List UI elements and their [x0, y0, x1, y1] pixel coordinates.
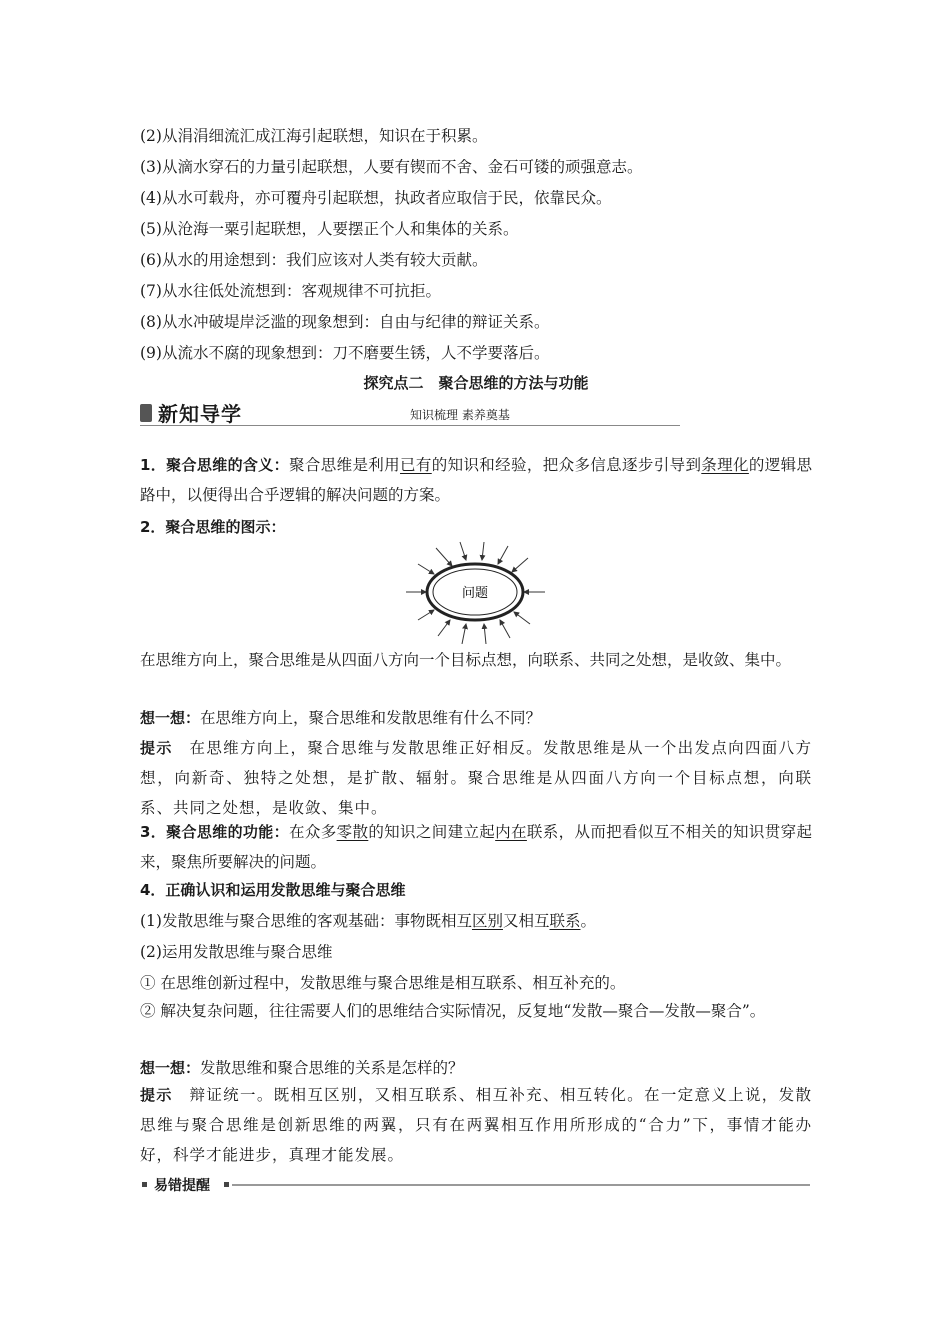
list-item: (5)从沧海一粟引起联想，人要摆正个人和集体的关系。 [140, 220, 519, 238]
bullet-square-icon [224, 1182, 229, 1187]
section-header-title: 新知导学 [158, 402, 242, 426]
section-header-subtitle: 知识梳理 素养奠基 [410, 408, 510, 422]
item-1-blank-2: 条理化 [701, 456, 749, 474]
item-4-heading [140, 880, 812, 900]
item-4-blank-2: 联系 [549, 912, 581, 930]
question-1-text: 在思维方向上，聚合思维和发散思维有什么不同？ [200, 709, 542, 727]
hint-1-text: 在思维方向上，聚合思维与发散思维正好相反。发散思维是从一个出发点向四面八方想，向新奇、独特之处想，是扩散、辐射。聚合思维是从四面八方向一个目标点想，向联系、共同之处想，是收敛、集中。 [140, 739, 812, 817]
item-3-function [140, 817, 812, 877]
hint-1-label: 提示 [140, 739, 173, 757]
item-1-text: 聚合思维是利用 [289, 456, 401, 474]
item-3-label: 3．聚合思维的功能： [140, 823, 290, 841]
item-3-text: 联系，从而把看似互不相关的知识贯穿起来，聚焦所要解决的问题。 [140, 823, 812, 871]
item-4-circle-1: ① 在思维创新过程中，发散思维与聚合思维是相互联系、相互补充的。 [140, 974, 626, 992]
question-2 [140, 1058, 812, 1078]
diagram-description: 在思维方向上，聚合思维是从四面八方向一个目标点想，向联系、共同之处想，是收敛、集中。 [140, 651, 792, 669]
item-1-label: 1．聚合思维的含义： [140, 456, 290, 474]
item-4-label: 4．正确认识和运用发散思维与聚合思维 [140, 881, 406, 899]
item-4-text: 。 [580, 912, 597, 930]
item-2-label-line [140, 517, 812, 537]
list-item: (7)从水往低处流想到：客观规律不可抗拒。 [140, 282, 441, 300]
error-reminder-title: 易错提醒 [154, 1178, 210, 1194]
hint-2 [140, 1080, 812, 1170]
hint-1 [140, 733, 812, 823]
item-4-point-2: (2)运用发散思维与聚合思维 [140, 943, 333, 961]
list-item: (3)从滴水穿石的力量引起联想，人要有锲而不舍、金石可镂的顽强意志。 [140, 158, 643, 176]
hint-2-text: 辩证统一。既相互区别，又相互联系、相互补充、相互转化。在一定意义上说，发散思维与聚合思维是创新思维的两翼，只有在两翼相互作用所形成的“合力”下，事情才能办好，科学才能进步，真理才能发展。 [140, 1086, 812, 1164]
item-3-text: 在众多 [289, 823, 337, 841]
bullet-square-icon [142, 1182, 147, 1187]
error-reminder-bar [140, 1175, 812, 1195]
header-marker-icon [140, 404, 152, 422]
item-4-point-1 [140, 911, 812, 931]
question-1-label: 想一想： [140, 709, 201, 727]
item-1-text: 的知识和经验，把众多信息逐步引导到 [431, 456, 702, 474]
list-item: (6)从水的用途想到：我们应该对人类有较大贡献。 [140, 251, 488, 269]
item-4-text: 又相互 [502, 912, 550, 930]
convergent-thinking-diagram [400, 540, 550, 644]
item-1-blank-1: 已有 [400, 456, 432, 474]
diagram-center-label: 问题 [461, 586, 489, 601]
item-3-text: 的知识之间建立起 [368, 823, 496, 841]
item-2-label: 2．聚合思维的图示： [140, 518, 286, 536]
divider [140, 425, 680, 426]
item-4-blank-1: 区别 [471, 912, 503, 930]
item-1-meaning [140, 450, 812, 510]
item-4-text: (1)发散思维与聚合思维的客观基础：事物既相互 [140, 912, 472, 930]
question-2-label: 想一想： [140, 1059, 201, 1077]
item-1-text: 的逻辑思路中，以便得出合乎逻辑的解决问题的方案。 [140, 456, 812, 504]
item-3-blank-2: 内在 [495, 823, 527, 841]
section-header-bar [140, 398, 812, 428]
list-item: (8)从水冲破堤岸泛滥的现象想到：自由与纪律的辩证关系。 [140, 313, 550, 331]
question-1 [140, 708, 812, 728]
list-item: (2)从涓涓细流汇成江海引起联想，知识在于积累。 [140, 127, 488, 145]
section-title: 探究点二 聚合思维的方法与功能 [363, 374, 589, 392]
hint-2-label: 提示 [140, 1086, 173, 1104]
list-item: (9)从流水不腐的现象想到：刀不磨要生锈，人不学要落后。 [140, 344, 550, 362]
item-3-blank-1: 零散 [336, 823, 369, 841]
list-item: (4)从水可载舟，亦可覆舟引起联想，执政者应取信于民，依靠民众。 [140, 189, 612, 207]
item-4-circle-2: ② 解决复杂问题，往往需要人们的思维结合实际情况，反复地“发散—聚合—发散—聚合”。 [140, 1002, 766, 1020]
divider [232, 1184, 810, 1186]
question-2-text: 发散思维和聚合思维的关系是怎样的？ [200, 1059, 464, 1077]
